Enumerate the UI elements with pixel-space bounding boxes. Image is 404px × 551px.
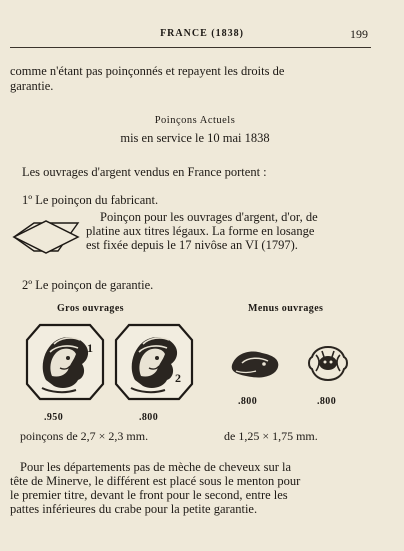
mark-2-digit: 2	[175, 371, 181, 385]
gros-size-caption: poinçons de 2,7 × 2,3 mm.	[20, 429, 149, 443]
closing-line-2: tête de Minerve, le différent est placé sous le menton pour	[10, 474, 301, 488]
item-1-heading: 1º Le poinçon du fabricant.	[22, 193, 159, 207]
section-title: Poinçons Actuels	[154, 115, 236, 126]
gros-mark-2-value: .800	[139, 412, 159, 423]
lead-sentence: Les ouvrages d'argent vendus en France portent :	[22, 165, 267, 179]
menus-mark-1-value: .800	[238, 396, 258, 407]
section-subtitle: mis en service le 10 mai 1838	[120, 131, 270, 145]
boar-head-mark-icon	[228, 345, 282, 381]
closing-line-3: le premier titre, devant le front pour le second, entre les	[10, 488, 288, 502]
intro-line-1: comme n'étant pas poinçonnés et repayent les droits de	[10, 64, 285, 78]
page-number: 199	[350, 27, 368, 41]
closing-line-4: pattes inférieures du crabe pour la petite garantie.	[10, 502, 258, 516]
lozenge-icon	[12, 219, 80, 255]
maker-desc-line-2: platine aux titres légaux. La forme en losange	[86, 224, 315, 238]
maker-desc-line-3: est fixée depuis le 17 nivôse an VI (1797).	[86, 238, 298, 252]
running-title: FRANCE (1838)	[160, 28, 244, 39]
menus-mark-2-value: .800	[317, 396, 337, 407]
crab-mark-icon	[306, 343, 350, 383]
gros-mark-1-value: .950	[44, 412, 64, 423]
menus-ouvrages-heading: Menus ouvrages	[248, 303, 324, 314]
header-rule	[10, 47, 371, 48]
minerva-hallmark-icon	[24, 322, 106, 402]
minerva-hallmark-icon	[113, 322, 195, 402]
maker-desc-line-1: Poinçon pour les ouvrages d'argent, d'or, de	[100, 210, 318, 224]
gros-ouvrages-heading: Gros ouvrages	[57, 303, 124, 314]
item-2-heading: 2º Le poinçon de garantie.	[22, 278, 154, 292]
intro-line-2: garantie.	[10, 79, 54, 93]
mark-1-digit: 1	[87, 341, 93, 355]
menus-size-caption: de 1,25 × 1,75 mm.	[224, 429, 318, 443]
closing-line-1: Pour les départements pas de mèche de cheveux sur la	[20, 460, 292, 474]
